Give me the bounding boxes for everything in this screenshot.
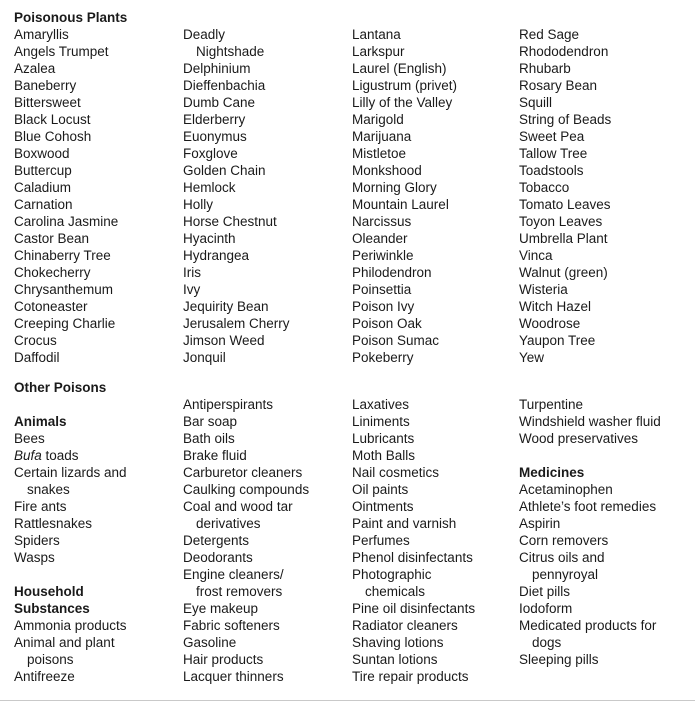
list-item: Azalea — [14, 61, 56, 76]
list-item: Detergents — [183, 533, 250, 548]
list-item: Foxglove — [183, 146, 238, 161]
spacer-line — [183, 379, 352, 396]
list-item: Sleeping pills — [519, 652, 599, 667]
other-poisons-column-1 — [14, 379, 183, 685]
list-item: Rhubarb — [519, 61, 571, 76]
list-item: Suntan lotions — [352, 652, 438, 667]
list-item: Yew — [519, 350, 545, 365]
list-item: Hemlock — [183, 180, 236, 195]
list-item-continuation: pennyroyal — [532, 567, 599, 582]
list-item: Brake fluid — [183, 448, 247, 463]
list-item: Crocus — [14, 333, 57, 348]
italic-term: Bufa — [14, 448, 42, 463]
plants-column-4 — [519, 9, 691, 366]
list-item: Carolina Jasmine — [14, 214, 119, 229]
list-item: Delphinium — [183, 61, 251, 76]
list-item: Aspirin — [519, 516, 561, 531]
list-item: Photographic — [352, 567, 432, 582]
list-item: Jonquil — [183, 350, 226, 365]
list-item: Deadly — [183, 27, 226, 42]
bottom-divider — [0, 700, 695, 701]
list-item: Castor Bean — [14, 231, 90, 246]
list-item: Medicated products for — [519, 618, 657, 633]
list-item: Eye makeup — [183, 601, 259, 616]
list-item: Witch Hazel — [519, 299, 592, 314]
list-item: Marigold — [352, 112, 404, 127]
spacer-line — [519, 379, 691, 396]
list-item: Vinca — [519, 248, 553, 263]
list-item-continuation: Nightshade — [196, 44, 265, 59]
plants-column-3 — [352, 9, 519, 366]
list-item: Toyon Leaves — [519, 214, 603, 229]
list-item: Bar soap — [183, 414, 238, 429]
list-item: Spiders — [14, 533, 60, 548]
list-item: Radiator cleaners — [352, 618, 458, 633]
plants-column-1 — [14, 9, 183, 366]
section-poisonous-plants — [14, 9, 691, 366]
list-item: Ligustrum (privet) — [352, 78, 458, 93]
list-item: Lubricants — [352, 431, 415, 446]
list-item: Rosary Bean — [519, 78, 598, 93]
other-poisons-column-3 — [352, 379, 519, 685]
list-item: Buttercup — [14, 163, 72, 178]
list-item: Caulking compounds — [183, 482, 310, 497]
list-item: Hair products — [183, 652, 264, 667]
spacer-line — [352, 379, 519, 396]
section-heading: Medicines — [519, 465, 585, 480]
spacer-line — [519, 447, 691, 464]
list-item: Black Locust — [14, 112, 91, 127]
list-item: Poison Ivy — [352, 299, 415, 314]
list-item: Iris — [183, 265, 201, 280]
list-item: Gasoline — [183, 635, 237, 650]
list-item-continuation: derivatives — [196, 516, 261, 531]
list-item: Citrus oils and — [519, 550, 605, 565]
spacer-line — [14, 396, 183, 413]
list-item: Marijuana — [352, 129, 412, 144]
spacer-line — [14, 566, 183, 583]
list-item: Periwinkle — [352, 248, 414, 263]
list-item: Bufa toads — [14, 448, 79, 463]
list-item: Creeping Charlie — [14, 316, 116, 331]
list-item: Perfumes — [352, 533, 410, 548]
list-item: Horse Chestnut — [183, 214, 277, 229]
list-item: Diet pills — [519, 584, 571, 599]
list-item: Engine cleaners/ — [183, 567, 284, 582]
list-item: Rhododendron — [519, 44, 609, 59]
list-item: Umbrella Plant — [519, 231, 608, 246]
list-item: Wisteria — [519, 282, 568, 297]
list-item: Ammonia products — [14, 618, 127, 633]
list-item: Mistletoe — [352, 146, 407, 161]
list-item: Pine oil disinfectants — [352, 601, 476, 616]
list-item: Larkspur — [352, 44, 405, 59]
list-item: Iodoform — [519, 601, 573, 616]
list-item: String of Beads — [519, 112, 612, 127]
list-item: Windshield washer fluid — [519, 414, 661, 429]
list-item: Bees — [14, 431, 45, 446]
list-item: Baneberry — [14, 78, 77, 93]
list-item: Corn removers — [519, 533, 609, 548]
list-item: Lantana — [352, 27, 401, 42]
list-item: Poinsettia — [352, 282, 412, 297]
list-item: Golden Chain — [183, 163, 266, 178]
list-item: Hydrangea — [183, 248, 250, 263]
list-item: Laurel (English) — [352, 61, 447, 76]
list-item: Certain lizards and — [14, 465, 127, 480]
section-heading: Animals — [14, 414, 67, 429]
list-item: Chokecherry — [14, 265, 91, 280]
list-item: Angels Trumpet — [14, 44, 109, 59]
list-item: Carburetor cleaners — [183, 465, 303, 480]
list-item: Chinaberry Tree — [14, 248, 111, 263]
list-item: Tomato Leaves — [519, 197, 611, 212]
list-item: Hyacinth — [183, 231, 236, 246]
list-item: Tire repair products — [352, 669, 469, 684]
list-item: Jequirity Bean — [183, 299, 269, 314]
list-item: Wood preservatives — [519, 431, 639, 446]
list-item: Jimson Weed — [183, 333, 265, 348]
list-item: Red Sage — [519, 27, 580, 42]
list-item: Animal and plant — [14, 635, 115, 650]
list-item: Philodendron — [352, 265, 432, 280]
spacer-line — [183, 9, 352, 26]
list-item: Cotoneaster — [14, 299, 88, 314]
spacer-line — [519, 9, 691, 26]
list-item-continuation: poisons — [27, 652, 74, 667]
list-item: Shaving lotions — [352, 635, 444, 650]
list-item: Yaupon Tree — [519, 333, 596, 348]
list-item-continuation: frost removers — [196, 584, 283, 599]
list-item: Morning Glory — [352, 180, 437, 195]
list-item: Ointments — [352, 499, 414, 514]
list-item: Moth Balls — [352, 448, 416, 463]
section-heading: Other Poisons — [14, 380, 107, 395]
list-item: Squill — [519, 95, 553, 110]
list-item-continuation: snakes — [27, 482, 70, 497]
list-item: Phenol disinfectants — [352, 550, 473, 565]
list-item: Poison Oak — [352, 316, 422, 331]
list-item: Oil paints — [352, 482, 409, 497]
list-item: Blue Cohosh — [14, 129, 92, 144]
list-item: Caladium — [14, 180, 72, 195]
list-item: Narcissus — [352, 214, 412, 229]
list-item: Deodorants — [183, 550, 253, 565]
list-item: Bath oils — [183, 431, 235, 446]
list-item: Monkshood — [352, 163, 422, 178]
section-heading: Substances — [14, 601, 90, 616]
list-item: Walnut (green) — [519, 265, 608, 280]
list-item: Pokeberry — [352, 350, 414, 365]
section-heading: Poisonous Plants — [14, 10, 128, 25]
section-other-poisons — [14, 379, 691, 685]
list-item: Athlete’s foot remedies — [519, 499, 657, 514]
list-item: Tallow Tree — [519, 146, 588, 161]
list-item: Turpentine — [519, 397, 584, 412]
list-item: Boxwood — [14, 146, 70, 161]
list-item: Euonymus — [183, 129, 247, 144]
list-item: Poison Sumac — [352, 333, 440, 348]
list-item: Amaryllis — [14, 27, 69, 42]
list-item: Jerusalem Cherry — [183, 316, 290, 331]
list-item: Paint and varnish — [352, 516, 457, 531]
list-item: Lacquer thinners — [183, 669, 284, 684]
list-item-continuation: dogs — [532, 635, 562, 650]
list-item: Holly — [183, 197, 214, 212]
list-item: Liniments — [352, 414, 410, 429]
list-item: Rattlesnakes — [14, 516, 93, 531]
list-item: Bittersweet — [14, 95, 81, 110]
list-item: Wasps — [14, 550, 55, 565]
list-item: Tobacco — [519, 180, 570, 195]
list-item: Fire ants — [14, 499, 67, 514]
list-item: Ivy — [183, 282, 201, 297]
list-item: Woodrose — [519, 316, 581, 331]
section-heading: Household — [14, 584, 84, 599]
list-item-continuation: chemicals — [365, 584, 426, 599]
list-item: Fabric softeners — [183, 618, 280, 633]
list-item: Chrysanthemum — [14, 282, 114, 297]
list-item: Laxatives — [352, 397, 410, 412]
list-item: Acetaminophen — [519, 482, 613, 497]
list-item: Oleander — [352, 231, 408, 246]
list-item: Daffodil — [14, 350, 60, 365]
list-item: Carnation — [14, 197, 73, 212]
list-item: Elderberry — [183, 112, 246, 127]
other-poisons-column-4 — [519, 379, 691, 685]
list-item: Dumb Cane — [183, 95, 256, 110]
list-item: Toadstools — [519, 163, 584, 178]
plants-column-2 — [183, 9, 352, 366]
list-item: Coal and wood tar — [183, 499, 293, 514]
spacer-line — [352, 9, 519, 26]
list-item: Nail cosmetics — [352, 465, 440, 480]
list-item: Antifreeze — [14, 669, 75, 684]
list-item: Sweet Pea — [519, 129, 585, 144]
list-item: Lilly of the Valley — [352, 95, 453, 110]
list-item: Mountain Laurel — [352, 197, 449, 212]
other-poisons-column-2 — [183, 379, 352, 685]
list-item: Antiperspirants — [183, 397, 274, 412]
list-item: Dieffenbachia — [183, 78, 266, 93]
